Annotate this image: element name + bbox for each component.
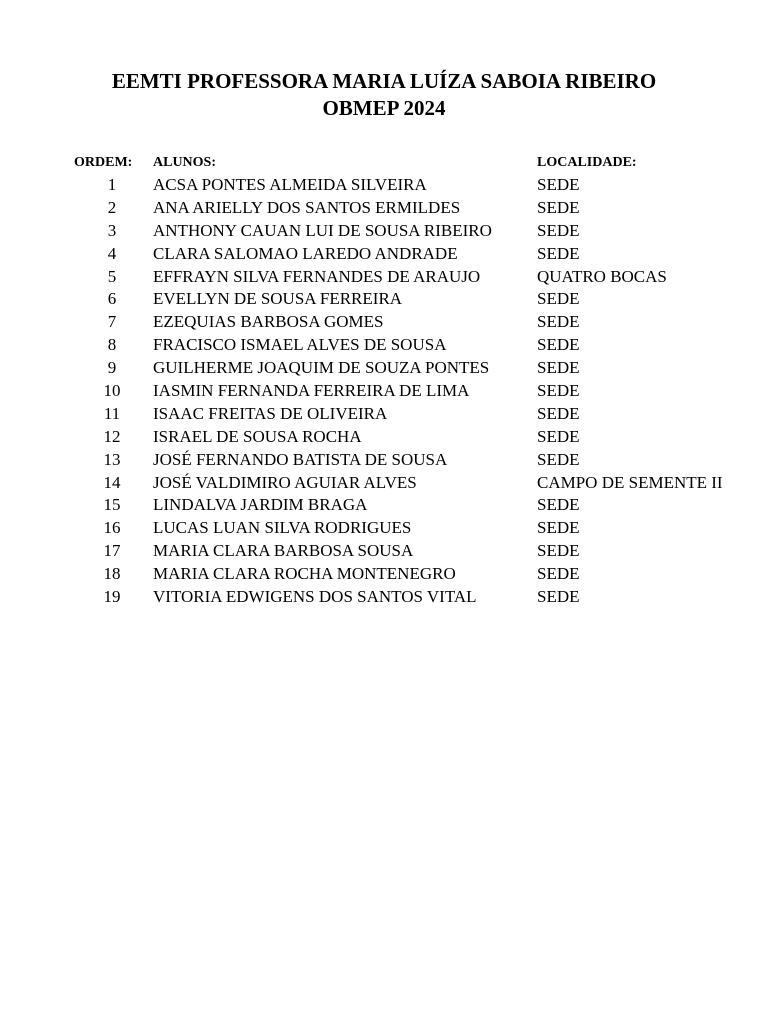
row-localidade: SEDE [537,175,580,194]
row-aluno: ISAAC FREITAS DE OLIVEIRA [153,403,388,423]
row-aluno: JOSÉ FERNANDO BATISTA DE SOUSA [153,449,448,469]
row-aluno: MARIA CLARA BARBOSA SOUSA [153,541,414,561]
row-localidade: SEDE [537,403,580,423]
row-localidade: SEDE [537,197,580,217]
table-row [0,197,768,220]
row-ordem: 18 [103,564,121,584]
table-row [0,403,768,426]
row-aluno: ACSA PONTES ALMEIDA SILVEIRA [153,175,427,194]
row-aluno: ANA ARIELLY DOS SANTOS ERMILDES [153,197,461,217]
table-row [0,380,768,403]
row-aluno: JOSÉ VALDIMIRO AGUIAR ALVES [153,472,417,492]
row-ordem: 10 [103,381,121,401]
table-row [0,426,768,449]
table-body [0,174,768,609]
row-ordem: 1 [107,175,117,194]
row-ordem: 6 [107,289,117,309]
row-localidade: SEDE [537,541,580,561]
table-row [0,266,768,289]
row-ordem: 2 [107,197,117,217]
header-alunos: ALUNOS: [153,155,217,170]
table-header-row [0,152,768,174]
row-localidade: SEDE [537,381,580,401]
table-row [0,563,768,586]
row-aluno: IASMIN FERNANDA FERREIRA DE LIMA [153,381,470,401]
row-localidade: QUATRO BOCAS [537,266,667,286]
row-localidade: CAMPO DE SEMENTE II [537,472,723,492]
row-ordem: 14 [103,472,121,492]
row-ordem: 16 [103,518,121,538]
row-localidade: SEDE [537,220,580,240]
row-ordem: 13 [103,449,121,469]
row-localidade: SEDE [537,587,580,607]
row-localidade: SEDE [537,289,580,309]
row-aluno: EZEQUIAS BARBOSA GOMES [153,312,384,332]
row-aluno: ISRAEL DE SOUSA ROCHA [153,426,362,446]
row-aluno: EVELLYN DE SOUSA FERREIRA [153,289,403,309]
row-localidade: SEDE [537,518,580,538]
header-localidade: LOCALIDADE: [537,155,637,170]
table-row [0,174,768,197]
table-row [0,449,768,472]
row-ordem: 12 [103,426,121,446]
row-localidade: SEDE [537,564,580,584]
row-ordem: 9 [107,358,117,378]
row-ordem: 8 [107,335,117,355]
table-row [0,243,768,266]
table-row [0,311,768,334]
row-localidade: SEDE [537,449,580,469]
row-ordem: 4 [107,243,117,263]
row-aluno: CLARA SALOMAO LAREDO ANDRADE [153,243,458,263]
student-table [0,152,768,609]
table-row [0,334,768,357]
table-row [0,288,768,311]
row-aluno: MARIA CLARA ROCHA MONTENEGRO [153,564,456,584]
row-localidade: SEDE [537,495,580,515]
table-row [0,586,768,609]
row-ordem: 5 [107,266,117,286]
competition-title: OBMEP 2024 [322,96,446,120]
row-aluno: VITORIA EDWIGENS DOS SANTOS VITAL [153,587,477,607]
row-ordem: 19 [103,587,121,607]
row-ordem: 11 [103,403,121,423]
table-row [0,472,768,495]
row-localidade: SEDE [537,243,580,263]
row-aluno: LUCAS LUAN SILVA RODRIGUES [153,518,412,538]
row-aluno: GUILHERME JOAQUIM DE SOUZA PONTES [153,358,490,378]
table-row [0,517,768,540]
table-row [0,220,768,243]
row-aluno: LINDALVA JARDIM BRAGA [153,495,368,515]
row-ordem: 7 [107,312,117,332]
row-ordem: 17 [103,541,121,561]
row-aluno: FRACISCO ISMAEL ALVES DE SOUSA [153,335,447,355]
row-aluno: ANTHONY CAUAN LUI DE SOUSA RIBEIRO [153,220,492,240]
row-localidade: SEDE [537,335,580,355]
header-ordem: ORDEM: [74,155,133,170]
row-localidade: SEDE [537,312,580,332]
row-aluno: EFFRAYN SILVA FERNANDES DE ARAUJO [153,266,481,286]
row-ordem: 3 [107,220,117,240]
table-row [0,357,768,380]
row-ordem: 15 [103,495,121,515]
row-localidade: SEDE [537,358,580,378]
row-localidade: SEDE [537,426,580,446]
table-row [0,494,768,517]
school-title: EEMTI PROFESSORA MARIA LUÍZA SABOIA RIBEIRO [111,69,657,93]
table-row [0,540,768,563]
